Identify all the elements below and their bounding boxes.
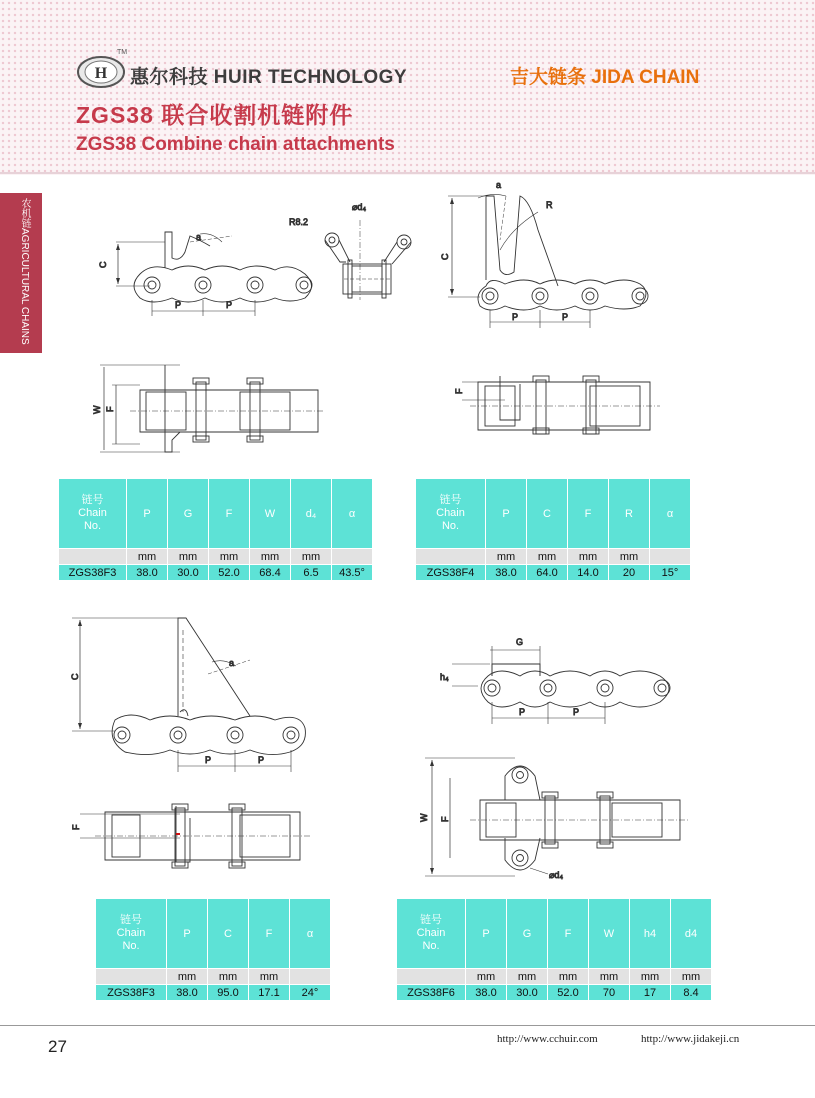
table-value-cell: 38.0 <box>486 565 527 581</box>
table-header-cell: W <box>250 479 291 549</box>
table-unit-cell: mm <box>168 549 209 565</box>
svg-text:H: H <box>94 65 108 82</box>
table-unit-cell <box>650 549 691 565</box>
table-unit-cell: mm <box>486 549 527 565</box>
brand-name: 吉大链条 JIDA CHAIN <box>510 67 700 88</box>
table-unit-cell <box>416 549 486 565</box>
label-a-1: a <box>196 232 202 242</box>
label-a-2: a <box>496 180 502 190</box>
table-header-cell: F <box>209 479 250 549</box>
table-value-cell: 68.4 <box>250 565 291 581</box>
table-unit-cell: mm <box>568 549 609 565</box>
label-a-3: a <box>229 658 235 668</box>
table-unit-cell: mm <box>208 969 249 985</box>
diagram-f3-top <box>100 365 325 452</box>
table-value-cell: 38.0 <box>167 985 208 1001</box>
table-value-cell: 20 <box>609 565 650 581</box>
label-f-1: F <box>105 406 115 412</box>
table-unit-cell <box>59 549 127 565</box>
table-header-cell: G <box>507 899 548 969</box>
table-header-cell: F <box>568 479 609 549</box>
diagram-f6-side <box>452 646 670 724</box>
table-header-cell: 链号 Chain No. <box>397 899 466 969</box>
table-unit-cell: mm <box>249 969 290 985</box>
table-header-cell: P <box>486 479 527 549</box>
page-title-english: ZGS38 Combine chain attachments <box>76 134 395 155</box>
website-link-cchuir[interactable]: http://www.cchuir.com <box>497 1033 598 1045</box>
diagram-f3-tall-top <box>80 804 310 868</box>
table-unit-cell: mm <box>527 549 568 565</box>
table-value-cell: 6.5 <box>291 565 332 581</box>
table-value-cell: 70 <box>589 985 630 1001</box>
diagram-f6-top <box>425 758 690 876</box>
table-header-cell: 链号 Chain No. <box>96 899 167 969</box>
label-w-2: W <box>419 813 429 822</box>
table-unit-cell: mm <box>167 969 208 985</box>
spec-table-f6 <box>396 898 712 1001</box>
label-c-3: C <box>70 673 80 680</box>
label-p-3: P <box>512 312 519 322</box>
table-unit-cell: mm <box>291 549 332 565</box>
table-unit-cell: mm <box>671 969 712 985</box>
table-header-cell: h4 <box>630 899 671 969</box>
table-value-cell: 38.0 <box>466 985 507 1001</box>
table-header-cell: d₄ <box>291 479 332 549</box>
table-value-cell: 17 <box>630 985 671 1001</box>
table-header-cell: α <box>332 479 373 549</box>
table-header-cell: F <box>249 899 290 969</box>
footer-divider <box>0 1025 815 1026</box>
section-side-label: 农机链AGRICULTURAL CHAINS <box>19 198 30 345</box>
table-header-cell: P <box>167 899 208 969</box>
label-f-4: F <box>440 816 450 822</box>
table-value-cell: ZGS38F3 <box>96 985 167 1001</box>
table-value-cell: ZGS38F6 <box>397 985 466 1001</box>
table-unit-cell <box>96 969 167 985</box>
table-header-cell: 链号 Chain No. <box>416 479 486 549</box>
table-value-cell: 95.0 <box>208 985 249 1001</box>
label-p-7: P <box>519 707 526 717</box>
table-unit-cell <box>290 969 331 985</box>
table-unit-cell <box>397 969 466 985</box>
label-p-4: P <box>562 312 569 322</box>
page-number: 27 <box>48 1037 67 1056</box>
label-w-1: W <box>92 405 102 414</box>
spec-table-f4 <box>415 478 691 581</box>
label-r: R <box>546 200 553 210</box>
spec-table-f3 <box>58 478 373 581</box>
table-value-cell: 64.0 <box>527 565 568 581</box>
table-unit-cell <box>332 549 373 565</box>
table-value-cell: ZGS38F4 <box>416 565 486 581</box>
table-header-cell: F <box>548 899 589 969</box>
table-unit-cell: mm <box>630 969 671 985</box>
diagram-f4-top <box>462 376 660 434</box>
label-d4-1: ⌀d₄ <box>352 202 367 212</box>
table-value-cell: 24° <box>290 985 331 1001</box>
table-header-cell: α <box>290 899 331 969</box>
table-header-cell: P <box>466 899 507 969</box>
table-unit-cell: mm <box>127 549 168 565</box>
table-value-cell: 30.0 <box>168 565 209 581</box>
table-unit-cell: mm <box>609 549 650 565</box>
table-header-cell: α <box>650 479 691 549</box>
website-link-jidakeji[interactable]: http://www.jidakeji.cn <box>641 1033 740 1045</box>
label-p-6: P <box>258 755 265 765</box>
table-header-cell: d4 <box>671 899 712 969</box>
table-value-cell: 14.0 <box>568 565 609 581</box>
table-value-cell: 52.0 <box>209 565 250 581</box>
label-p-1: P <box>175 300 182 310</box>
table-value-cell: ZGS38F3 <box>59 565 127 581</box>
diagram-f3-tall-side <box>72 618 305 772</box>
label-f-2: F <box>454 388 464 394</box>
table-header-cell: G <box>168 479 209 549</box>
diagram-f3-end <box>325 220 411 300</box>
page-title-chinese: ZGS38 联合收割机链附件 <box>76 102 354 128</box>
table-value-cell: 8.4 <box>671 985 712 1001</box>
table-value-cell: 17.1 <box>249 985 290 1001</box>
table-header-cell: W <box>589 899 630 969</box>
table-value-cell: 38.0 <box>127 565 168 581</box>
table-value-cell: 15° <box>650 565 691 581</box>
table-header-cell: P <box>127 479 168 549</box>
trademark-mark: TM <box>117 49 128 56</box>
label-p-2: P <box>226 300 233 310</box>
label-d4-2: ⌀d₄ <box>549 870 564 880</box>
table-header-cell: 链号 Chain No. <box>59 479 127 549</box>
spec-table-f3-tall <box>95 898 331 1001</box>
label-f-3: F <box>71 824 81 830</box>
diagram-f3-side <box>116 232 312 316</box>
label-p-5: P <box>205 755 212 765</box>
table-value-cell: 30.0 <box>507 985 548 1001</box>
table-header-cell: R <box>609 479 650 549</box>
company-name: 惠尔科技 HUIR TECHNOLOGY <box>130 67 408 88</box>
label-c-1: C <box>98 261 108 268</box>
label-c-2: C <box>440 253 450 260</box>
table-header-cell: C <box>208 899 249 969</box>
table-unit-cell: mm <box>589 969 630 985</box>
table-unit-cell: mm <box>466 969 507 985</box>
table-value-cell: 43.5° <box>332 565 373 581</box>
table-header-cell: C <box>527 479 568 549</box>
table-value-cell: 52.0 <box>548 985 589 1001</box>
label-p-8: P <box>573 707 580 717</box>
table-unit-cell: mm <box>250 549 291 565</box>
table-unit-cell: mm <box>548 969 589 985</box>
diagram-f4-side <box>448 194 648 328</box>
label-r82: R8.2 <box>289 217 309 227</box>
label-g: G <box>516 637 524 647</box>
table-unit-cell: mm <box>507 969 548 985</box>
table-unit-cell: mm <box>209 549 250 565</box>
label-h4: h₄ <box>440 672 449 682</box>
